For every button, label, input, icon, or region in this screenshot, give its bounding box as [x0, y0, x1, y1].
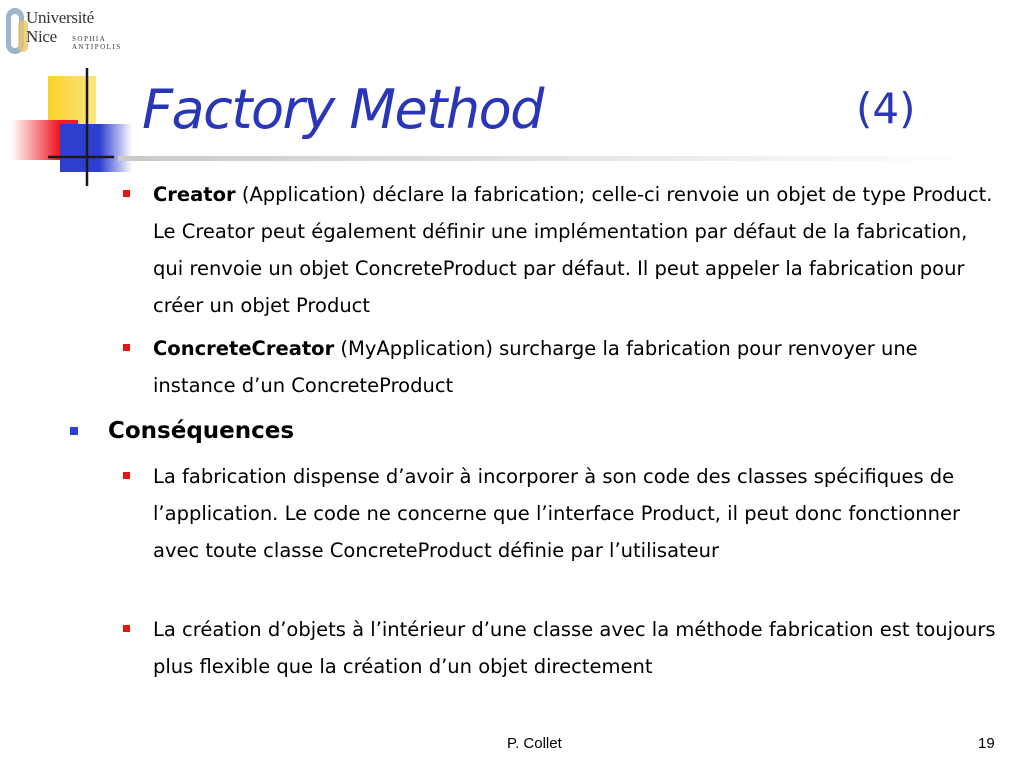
university-logo: [4, 4, 144, 58]
item-term: Creator: [153, 183, 236, 206]
bullet-square-red-icon: [123, 472, 130, 479]
logo-line-universite: Université: [26, 8, 94, 27]
list-item: [153, 611, 1003, 685]
title-divider: [118, 156, 978, 161]
footer-author: P. Collet: [507, 735, 562, 752]
section-heading: [108, 416, 958, 446]
footer-page-number: 19: [978, 735, 995, 752]
list-item: [153, 176, 1003, 324]
slide-title-number: (4): [856, 84, 916, 133]
item-text: La création d’objets à l’intérieur d’une classe avec la méthode fabrication est toujours plus flexible que la création d’un objet directement: [153, 618, 996, 678]
bullet-square-red-icon: [123, 190, 130, 197]
bullet-square-red-icon: [123, 625, 130, 632]
list-item: [153, 330, 1003, 404]
item-text: (MyApplication) surcharge la fabrication pour renvoyer une instance d’un ConcreteProduct: [153, 337, 918, 397]
decorative-squares: [10, 66, 150, 190]
item-text: (Application) déclare la fabrication; celle-ci renvoie un objet de type Product. Le Creator peut également définir une implémentation par défaut de la fabrication, qui renvoie un objet ConcreteProduct par défaut. Il peut appeler la fabrication pour créer un objet Product: [153, 183, 993, 317]
logo-line-sophia-antipolis: SOPHIA ANTIPOLIS: [72, 35, 122, 51]
section-heading-text: Conséquences: [108, 418, 295, 444]
bullet-square-blue-icon: [70, 427, 78, 435]
item-text: La fabrication dispense d’avoir à incorporer à son code des classes spécifiques de l’application. Le code ne concerne que l’interface Product, il peut donc fonctionner avec toute classe ConcreteProduct définie par l’utilisateur: [153, 465, 960, 562]
item-term: ConcreteCreator: [153, 337, 335, 360]
bullet-square-red-icon: [123, 344, 130, 351]
logo-line-nice: Nice: [26, 27, 57, 46]
slide-title: Factory Method: [142, 78, 543, 141]
list-item: [153, 458, 1003, 569]
